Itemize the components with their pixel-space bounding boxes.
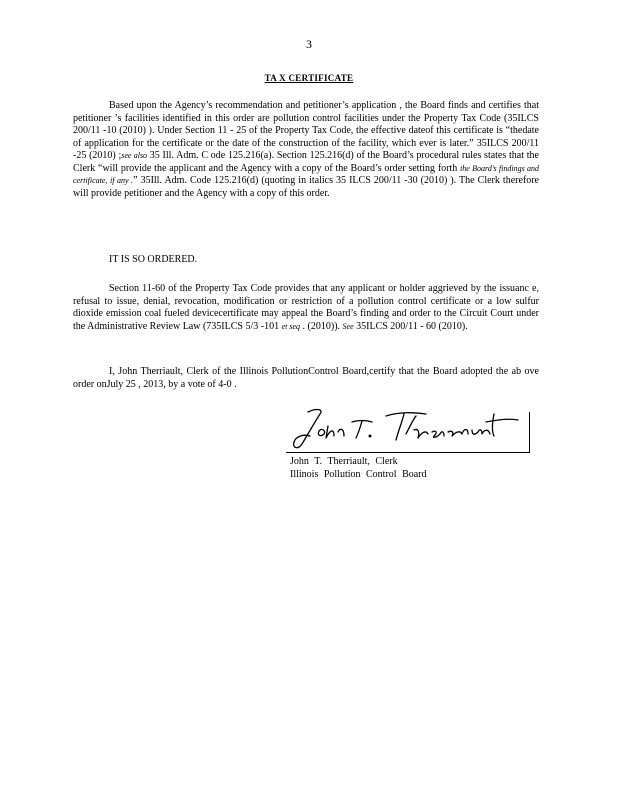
italic-text: See: [342, 321, 354, 331]
appeal-paragraph: [73, 283, 539, 333]
section-heading: [0, 73, 618, 83]
paragraph-text: Based upon the Agency’s recommendation and petitioner’s application , the Board finds and certifies that petitioner ’s facilities identified in this order are pollution control facilities under the Property Tax Code (35ILCS 200/11 -10 (2010) ). Under Section 11 - 25 of the Property Tax Code, the effective dateof this certificate is “thedate of application for the certificate or the date of the construction of the facility, which ever is later.” 35ILCS 200/11 -25 (2010) ;: [73, 100, 539, 161]
page-number: 3: [306, 37, 312, 51]
signatory-organization: Illinois Pollution Control Board: [290, 469, 427, 480]
paragraph-text: 35 Ill. Adm. C ode 125.216(a). Section 125.216(d) of the Board’s procedural rules states that the Clerk “will provide the applicant and the Agency with a copy of the Board’s order setting forth: [73, 150, 539, 174]
italic-text: the Board’s findings and certificate, if any .: [73, 163, 539, 185]
certificate-paragraph: [73, 100, 539, 200]
order-paragraph: IT IS SO ORDERED.: [109, 254, 198, 265]
signature-line: [286, 452, 530, 453]
signatory-name: John T. Therriault, Clerk: [290, 456, 398, 467]
signature-bracket: [529, 412, 530, 453]
paragraph-text: 35ILCS 200/11 - 60 (2010).: [353, 320, 468, 332]
paragraph-text: . (2010)).: [300, 320, 343, 332]
paragraph-text: Section 11-60 of the Property Tax Code provides that any applicant or holder aggrieved by the issuanc e, refusal to issue, denial, revocation, modification or restriction of a pollution control certificate or a low sulfur dioxide emission coal fueled devicecertificate may appeal the Board’s finding and order to the Circuit Court under the Administrative Review Law (735ILCS 5/3 -101: [73, 283, 539, 332]
certification-paragraph: I, John Therriault, Clerk of the Illinois PollutionControl Board,certify that the Board adopted the ab ove order onJuly 25 , 2013, by a vote of 4-0 .: [73, 366, 539, 390]
paragraph-text: ” 35Ill. Adm. Code 125.216(d) (quoting in italics 35 ILCS 200/11 -30 (2010) ). The Clerk therefore will provide petitioner and the Agency with a copy of this order.: [73, 175, 539, 199]
italic-text: et seq: [281, 321, 301, 331]
heading-text: TA X CERTIFICATE: [264, 73, 354, 83]
italic-text: see also: [121, 151, 148, 160]
handwritten-signature: [286, 404, 536, 454]
